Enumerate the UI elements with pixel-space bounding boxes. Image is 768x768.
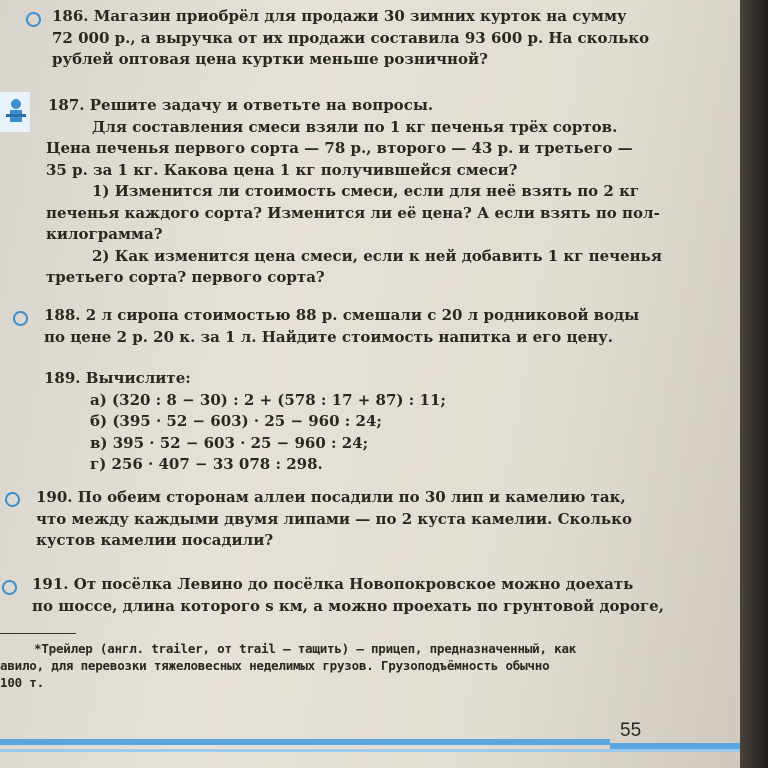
problem-number: 186. [52, 7, 89, 25]
problem-number: 187. [48, 96, 85, 114]
problem-text-line: От посёлка Левино до посёлка Новопокровское можно доехать [73, 575, 634, 593]
problem-text-line: по шоссе, длина которого s км, а можно проехать по грунтовой дороге, [32, 596, 664, 615]
question-text-line: 1) Изменится ли стоимость смеси, если для неё взять по 2 кг [92, 182, 640, 200]
problem-number: 191. [32, 575, 69, 593]
problem-number: 190. [36, 488, 73, 506]
problem-text-line: Решите задачу и ответьте на вопросы. [89, 96, 434, 114]
footnote-line: *Трейлер (англ. trailer, от trail — тащить) — прицеп, предназначенный, как [34, 641, 577, 656]
footnote [0, 640, 700, 691]
problem-text-line: По обеим сторонам аллеи посадили по 30 лип и камелию так, [77, 488, 626, 506]
problem-text-line: по цене 2 р. 20 к. за 1 л. Найдите стоимость напитка и его цену. [44, 327, 613, 346]
problem-text-line: Вычислите: [85, 369, 191, 387]
question-text-line: 2) Как изменится цена смеси, если к ней добавить 1 кг печенья [92, 246, 662, 265]
exercise-item-c: в) 395 · 52 − 603 · 25 − 960 : 24; [90, 433, 369, 452]
background-edge [740, 0, 768, 768]
decorative-bar [0, 749, 740, 752]
question-text-line: третьего сорта? первого сорта? [46, 268, 325, 286]
problem-text-line: кустов камелии посадили? [36, 531, 274, 549]
problem-text-line: рублей оптовая цена куртки меньше розничной? [52, 50, 488, 68]
problem-text-line: 72 000 р., а выручка от их продажи составила 93 600 р. На сколько [52, 28, 650, 47]
problem-text-line: Для составления смеси взяли по 1 кг печенья трёх сортов. [92, 117, 618, 136]
problem-188 [0, 305, 730, 348]
problem-text-line: 35 р. за 1 кг. Какова цена 1 кг получившейся смеси? [46, 160, 518, 179]
exercise-item-a: а) (320 : 8 − 30) : 2 + (578 : 17 + 87) : 11; [90, 390, 446, 409]
problem-text-line: 2 л сиропа стоимостью 88 р. смешали с 20 л родниковой воды [85, 306, 640, 324]
problem-text-line: Магазин приобрёл для продажи 30 зимних курток на сумму [93, 7, 627, 25]
problem-189 [0, 368, 730, 476]
problem-number: 188. [44, 306, 81, 324]
footnote-line: авило, для перевозки тяжеловесных неделимых грузов. Грузоподъёмность обычно [0, 658, 550, 673]
problem-text-line: Цена печенья первого сорта — 78 р., второго — 43 р. и третьего — [46, 139, 633, 157]
problem-190 [0, 487, 730, 552]
exercise-item-b: б) (395 · 52 − 603) · 25 − 960 : 24; [90, 412, 382, 430]
question-text-line: печенья каждого сорта? Изменится ли её цена? А если взять по пол- [46, 203, 660, 222]
footnote-line: 100 т. [0, 675, 44, 690]
question-text-line: килограмма? [46, 225, 163, 243]
page-number: 55 [620, 720, 642, 741]
problem-number: 189. [44, 369, 81, 387]
problem-191 [0, 574, 730, 617]
problem-text-line: что между каждыми двумя липами — по 2 куста камелии. Сколько [36, 509, 632, 528]
footnote-divider [0, 633, 76, 634]
problem-187 [0, 95, 730, 289]
decorative-bar [0, 739, 610, 745]
problem-186 [0, 6, 730, 71]
exercise-item-d: г) 256 · 407 − 33 078 : 298. [90, 455, 323, 473]
